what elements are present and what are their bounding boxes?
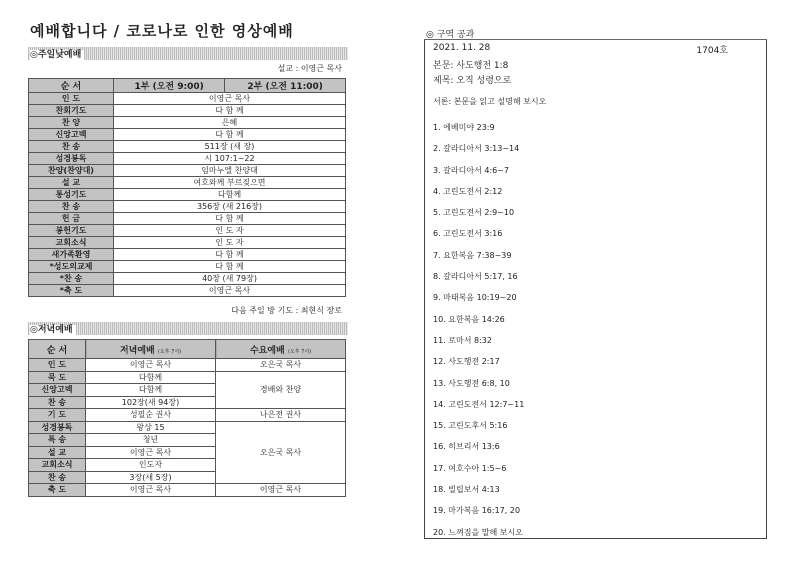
row-label: 인 도 — [29, 93, 114, 105]
table-row — [29, 201, 346, 213]
row-value: 여호와께 부르짖으면 — [114, 177, 346, 189]
morning-preacher: 설교 : 이영근 목사 — [277, 64, 342, 73]
row-label: 찬양(찬양대) — [29, 165, 114, 177]
row-value: 356장 (새 216장) — [114, 201, 346, 213]
row-label: 축 도 — [29, 484, 86, 497]
header-sunday-evening: 저녁예배 (오후 7시) — [86, 340, 216, 359]
list-item: 3. 갈라디아서 4:6~7 — [433, 165, 510, 175]
next-week-prayer: 다음 주일 방 기도 : 최현식 장로 — [231, 306, 342, 315]
row-value: 이영근 목사 — [114, 93, 346, 105]
table-row — [29, 261, 346, 273]
list-item: 14. 고린도전서 12:7~11 — [433, 399, 525, 409]
list-item: 16. 히브리서 13:6 — [433, 442, 500, 452]
row-label: *성도의교제 — [29, 261, 114, 273]
morning-order-table — [28, 78, 346, 297]
row-label: 찬 송 — [29, 141, 114, 153]
table-header-row — [29, 79, 346, 93]
table-row — [29, 129, 346, 141]
row-label: 봉헌기도 — [29, 225, 114, 237]
row-value: 다 함 께 — [114, 129, 346, 141]
row-label: 교회소식 — [29, 237, 114, 249]
header-order: 순 서 — [29, 340, 86, 359]
row-label: 성경봉독 — [29, 421, 86, 434]
cell-lesson-header: ◎ 구역 공과 — [424, 27, 767, 40]
sunday-value: 이영근 목사 — [86, 359, 216, 372]
lesson-date: 2021. 11. 28 — [433, 43, 491, 53]
row-value: 인 도 자 — [114, 225, 346, 237]
lesson-text: 본문: 사도행전 1:8 — [433, 61, 509, 71]
morning-section-header: ◎주일낮예배 — [28, 47, 348, 60]
list-item: 12. 사도행전 2:17 — [433, 357, 500, 367]
table-row — [29, 141, 346, 153]
row-label: 성경봉독 — [29, 153, 114, 165]
row-value: 다 함 께 — [114, 105, 346, 117]
sunday-value: 성필순 권사 — [86, 409, 216, 422]
table-row — [29, 484, 346, 497]
table-row — [29, 93, 346, 105]
verse-list — [433, 117, 758, 543]
table-row — [29, 237, 346, 249]
left-page — [28, 20, 348, 497]
sunday-value: 다함께 — [86, 371, 216, 384]
table-row — [29, 117, 346, 129]
row-label: 찬 양 — [29, 117, 114, 129]
list-item: 20. 느껴짐을 말해 보시오 — [433, 527, 523, 537]
row-value: 시 107:1~22 — [114, 153, 346, 165]
table-row — [29, 225, 346, 237]
header-order: 순 서 — [29, 79, 114, 93]
evening-order-table — [28, 339, 346, 497]
list-item: 17. 여호수아 1:5~6 — [433, 463, 507, 473]
table-row — [29, 359, 346, 372]
list-item: 5. 고린도전서 2:9~10 — [433, 208, 515, 218]
row-label: 찬 송 — [29, 396, 86, 409]
row-value: 511장 (새 장) — [114, 141, 346, 153]
row-value: 다함께 — [114, 189, 346, 201]
table-row — [29, 285, 346, 297]
row-label: 헌 금 — [29, 213, 114, 225]
row-label: 신앙고백 — [29, 384, 86, 397]
cell-lesson-box — [424, 40, 767, 539]
row-value: 40장 (새 79장) — [114, 273, 346, 285]
header-wednesday: 수요예배 (오후 7시) — [216, 340, 346, 359]
table-row — [29, 273, 346, 285]
row-label: 찬회기도 — [29, 105, 114, 117]
list-item: 10. 요한복음 14:26 — [433, 314, 505, 324]
sunday-value: 다함께 — [86, 384, 216, 397]
row-label: 새가족환영 — [29, 249, 114, 261]
row-value: 다 함 께 — [114, 249, 346, 261]
sunday-value: 3장(새 5장) — [86, 471, 216, 484]
list-item: 18. 빌립보서 4:13 — [433, 485, 500, 495]
issue-number: 1704호 — [696, 46, 728, 56]
row-value: 다 함 께 — [114, 213, 346, 225]
row-label: *축 도 — [29, 285, 114, 297]
row-value: 다 함 께 — [114, 261, 346, 273]
row-label: 찬 송 — [29, 471, 86, 484]
table-row — [29, 165, 346, 177]
sunday-value: 청년 — [86, 434, 216, 447]
list-item: 11. 로마서 8:32 — [433, 335, 492, 345]
table-row — [29, 189, 346, 201]
table-row — [29, 177, 346, 189]
table-row — [29, 409, 346, 422]
row-label: 특 송 — [29, 434, 86, 447]
list-item: 8. 갈라디아서 5:17, 16 — [433, 272, 518, 282]
list-item: 15. 고린도후서 5:16 — [433, 421, 508, 431]
row-label: 교회소식 — [29, 459, 86, 472]
row-value: 은혜 — [114, 117, 346, 129]
row-label: 묵 도 — [29, 371, 86, 384]
list-item: 9. 마태복음 10:19~20 — [433, 293, 517, 303]
sunday-value: 왕상 15 — [86, 421, 216, 434]
row-value: 임마누엘 찬양대 — [114, 165, 346, 177]
row-label: 기 도 — [29, 409, 86, 422]
list-item: 13. 사도행전 6:8, 10 — [433, 378, 510, 388]
right-page — [424, 27, 767, 539]
table-row — [29, 371, 346, 384]
sunday-value: 이영근 목사 — [86, 484, 216, 497]
list-item: 1. 에베미야 23:9 — [433, 123, 495, 132]
wednesday-value: 오은국 목사 — [216, 421, 346, 484]
wednesday-value: 이영근 목사 — [216, 484, 346, 497]
sunday-value: 인도자 — [86, 459, 216, 472]
lesson-meta — [433, 42, 758, 56]
list-item: 7. 요한복음 7:38~39 — [433, 250, 512, 260]
list-item: 6. 고린도전서 3:16 — [433, 229, 503, 239]
table-row — [29, 153, 346, 165]
lesson-subject: 제목: 오직 성령으로 — [433, 76, 512, 86]
table-row — [29, 105, 346, 117]
row-label: 찬 송 — [29, 201, 114, 213]
row-label: 통성기도 — [29, 189, 114, 201]
lesson-task: 서론: 본문을 읽고 설명해 보시오 — [433, 97, 547, 106]
header-first-service: 1부 (오전 9:00) — [114, 79, 225, 93]
list-item: 19. 마가복음 16:17, 20 — [433, 506, 521, 516]
row-value: 이영근 목사 — [114, 285, 346, 297]
list-item: 4. 고린도전서 2:12 — [433, 186, 503, 196]
row-label: *찬 송 — [29, 273, 114, 285]
row-label: 인 도 — [29, 359, 86, 372]
sunday-value: 102장(새 94장) — [86, 396, 216, 409]
row-label: 신앙고백 — [29, 129, 114, 141]
wednesday-value: 나은전 권사 — [216, 409, 346, 422]
table-row — [29, 213, 346, 225]
row-label: 설 교 — [29, 446, 86, 459]
table-row — [29, 421, 346, 434]
table-header-row — [29, 340, 346, 359]
header-second-service: 2부 (오전 11:00) — [225, 79, 346, 93]
wednesday-value: 경배와 찬양 — [216, 371, 346, 409]
evening-section-header: ◎저녁예배 — [28, 322, 348, 335]
row-label: 설 교 — [29, 177, 114, 189]
page-title: 예배합니다 / 코로나로 인한 영상예배 — [30, 22, 294, 40]
wednesday-value: 오은국 목사 — [216, 359, 346, 372]
table-row — [29, 249, 346, 261]
list-item: 2. 갈라디아서 3:13~14 — [433, 144, 520, 154]
row-value: 인 도 자 — [114, 237, 346, 249]
sunday-value: 이영근 목사 — [86, 446, 216, 459]
